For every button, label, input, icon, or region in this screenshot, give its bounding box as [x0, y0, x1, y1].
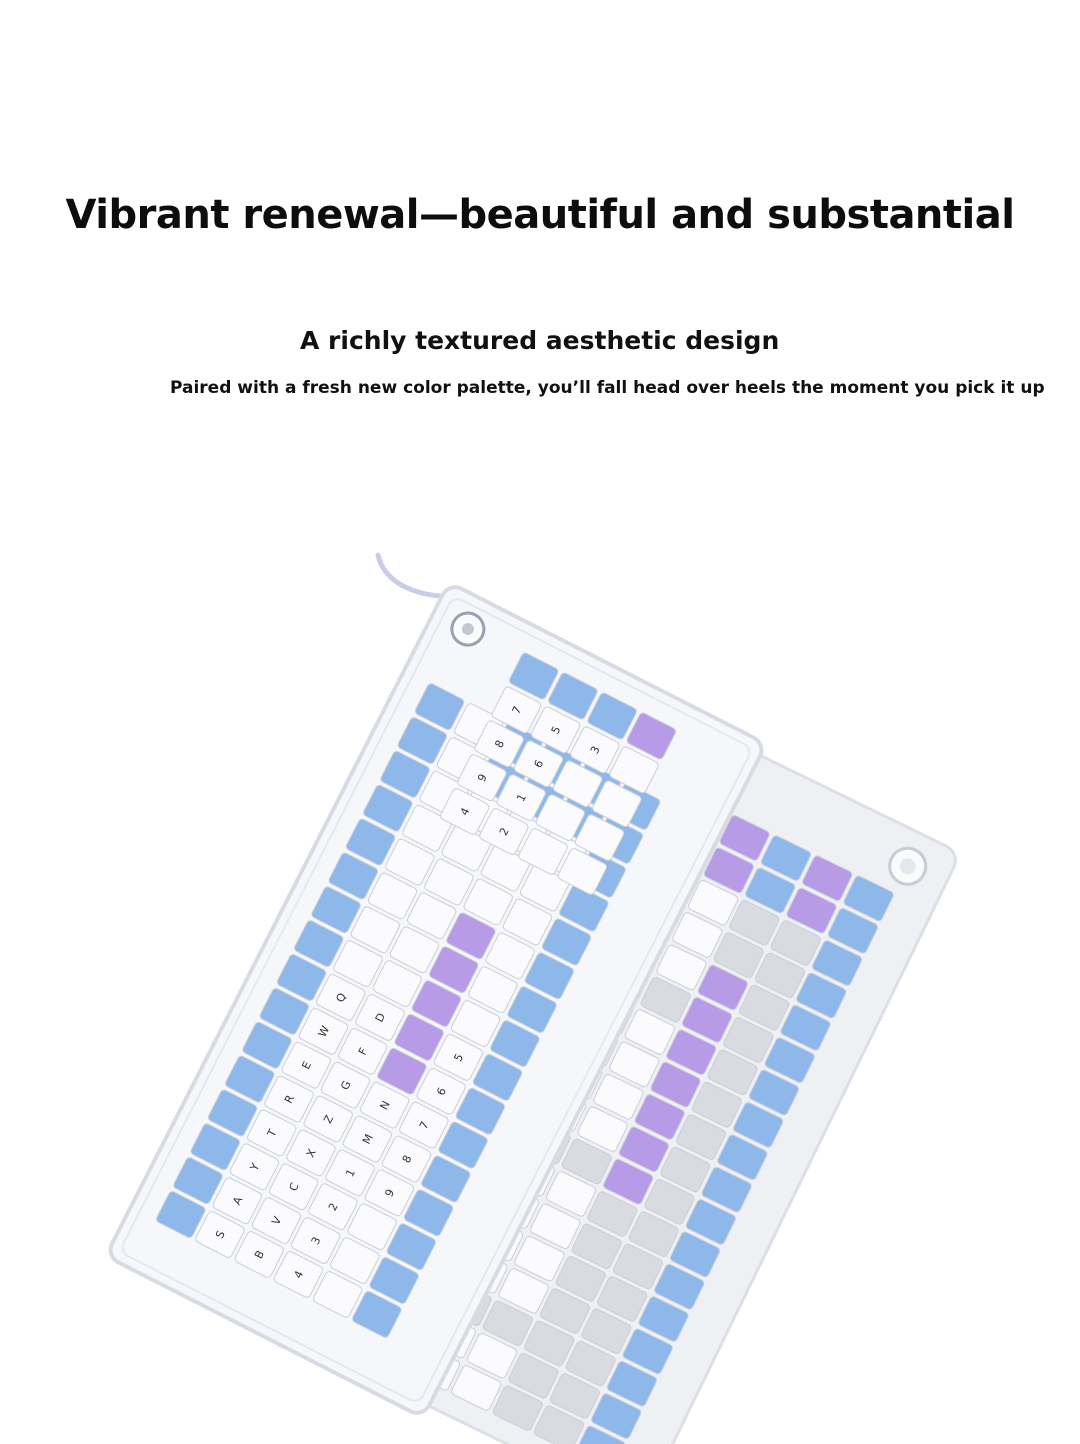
key-legend: W: [315, 1023, 333, 1040]
product-photo: [0, 440, 1080, 1444]
key-legend: 7: [509, 704, 525, 717]
key-legend: B: [252, 1248, 268, 1262]
key-legend: A: [230, 1194, 246, 1208]
key-legend: 7: [416, 1119, 432, 1132]
key-legend: F: [355, 1045, 371, 1058]
key-legend: C: [286, 1180, 302, 1194]
key-legend: M: [359, 1132, 376, 1147]
tagline: Paired with a fresh new color palette, you’ll fall head over heels the moment you pick it up: [170, 378, 1045, 398]
key-legend: V: [269, 1214, 285, 1228]
key-legend: 6: [434, 1085, 449, 1098]
key-legend: 8: [399, 1153, 415, 1166]
key-legend: 9: [475, 771, 490, 784]
key-legend: E: [299, 1059, 315, 1072]
key-legend: 5: [451, 1051, 467, 1064]
key-legend: 2: [325, 1200, 341, 1214]
key-legend: Q: [333, 990, 349, 1005]
key-legend: N: [377, 1098, 393, 1113]
key-legend: 4: [291, 1268, 307, 1281]
key-legend: 5: [548, 724, 564, 737]
key-legend: 1: [343, 1167, 358, 1180]
key-legend: 1: [514, 791, 529, 804]
key-legend: Y: [247, 1161, 263, 1173]
key-legend: 3: [308, 1234, 324, 1247]
key-legend: 4: [457, 805, 473, 818]
key-legend: X: [303, 1146, 319, 1160]
subheading: A richly textured aesthetic design: [300, 326, 780, 355]
key-legend: T: [264, 1127, 280, 1140]
key-legend: 9: [382, 1187, 398, 1200]
key-legend: 8: [492, 737, 508, 751]
key-legend: S: [213, 1228, 228, 1241]
key-legend: 3: [587, 744, 603, 757]
key-legend: 6: [531, 757, 547, 771]
key-legend: G: [338, 1078, 354, 1093]
key-legend: D: [372, 1010, 389, 1025]
headline: Vibrant renewal—beautiful and substantial: [65, 192, 1015, 238]
key-legend: R: [281, 1092, 297, 1106]
key-legend: Z: [321, 1112, 337, 1126]
key-legend: 2: [496, 825, 512, 838]
